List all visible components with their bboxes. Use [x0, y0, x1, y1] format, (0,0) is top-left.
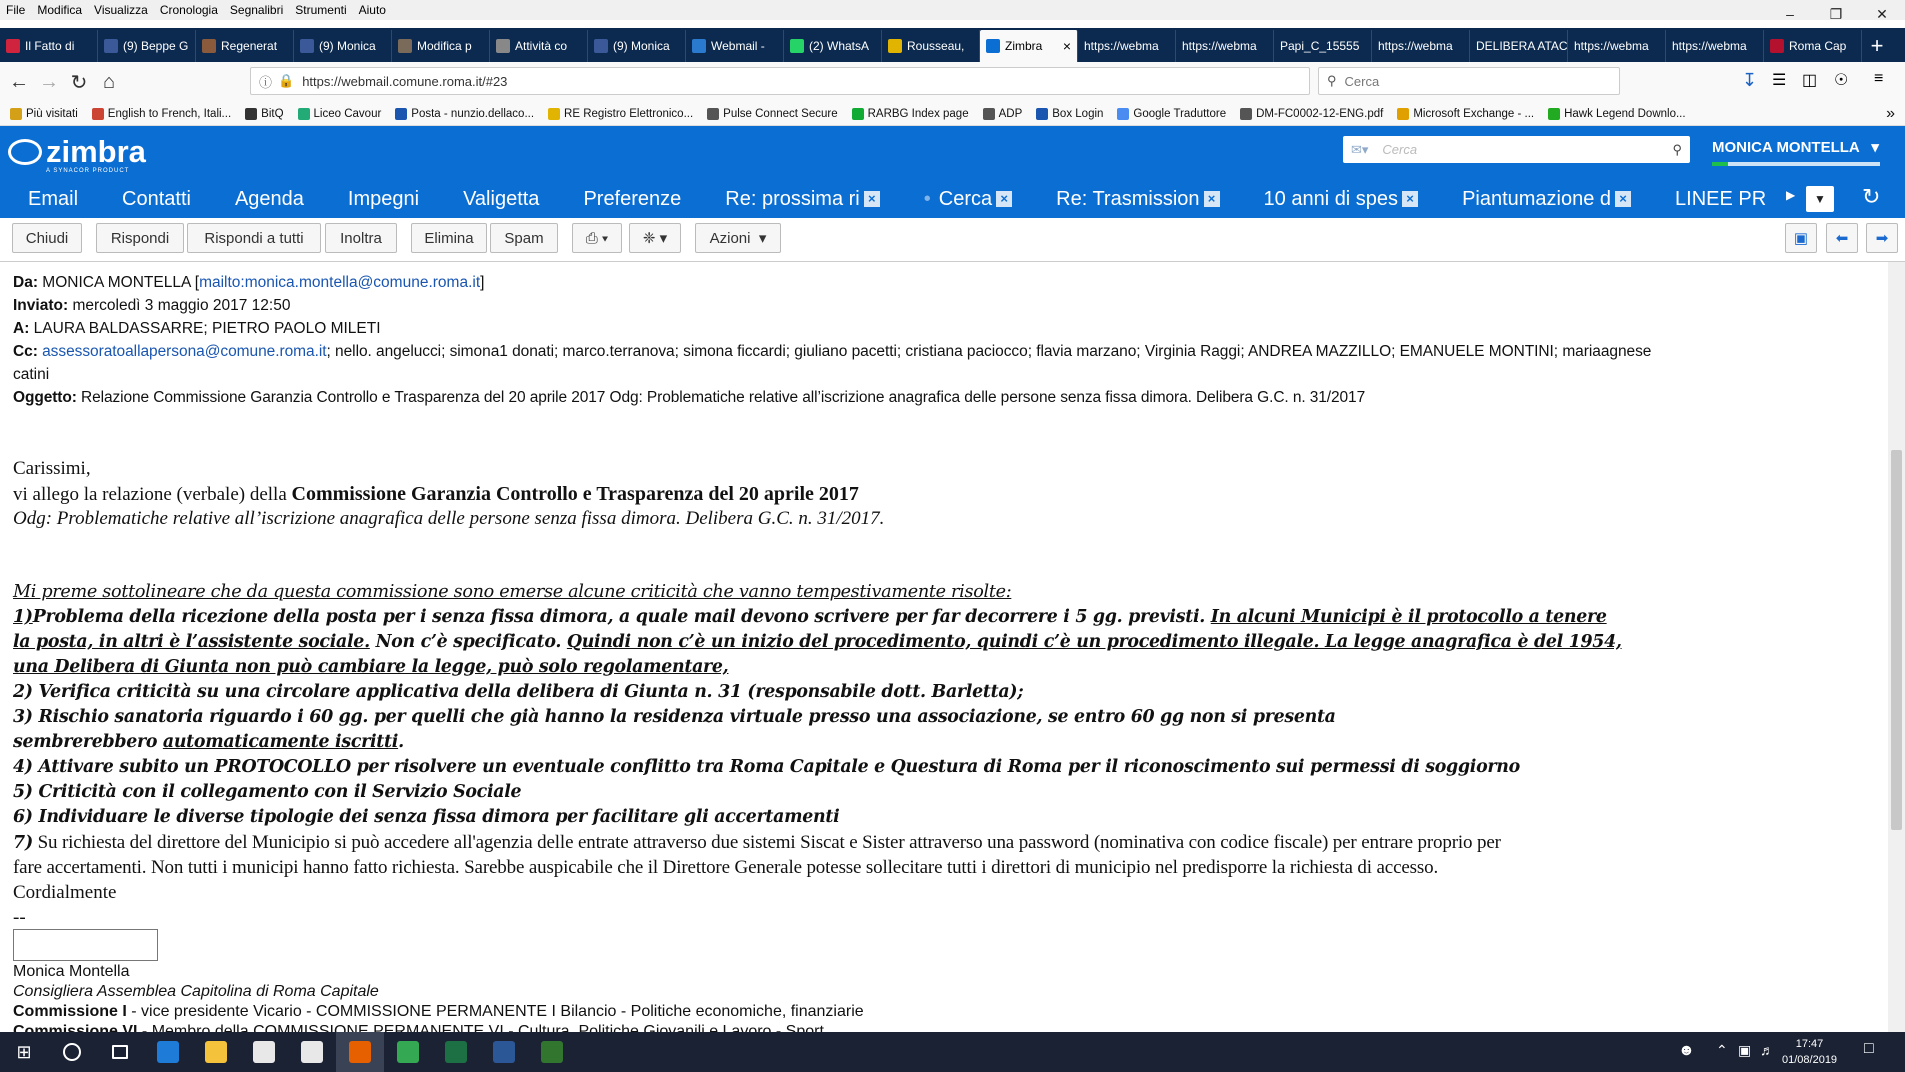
windows-logo-icon: ⊞: [16, 1041, 32, 1062]
app-tab-8[interactable]: [1028, 188, 1235, 211]
cortana-icon: [63, 1043, 81, 1061]
reply-all-button[interactable]: Rispondi a tutti: [187, 223, 321, 253]
bookmark-icon: [1548, 108, 1560, 120]
store-icon: [253, 1041, 275, 1063]
p1-number: 1): [13, 607, 33, 627]
bookmark-icon: [92, 108, 104, 120]
start-button[interactable]: [0, 1032, 48, 1072]
bookmark-icon: [245, 108, 257, 120]
header-from: [13, 274, 484, 292]
info-icon[interactable]: ⓘ: [259, 74, 273, 90]
tab-label: https://webma: [1378, 39, 1453, 53]
bookmark-item[interactable]: [395, 108, 534, 120]
windows-taskbar: [0, 1032, 1905, 1072]
point-1-line-3: [13, 657, 728, 677]
tag-icon: ❈ ▾: [642, 230, 668, 247]
bookmark-icon: [548, 108, 560, 120]
user-menu[interactable]: [1712, 138, 1879, 156]
sent-label: Inviato:: [13, 297, 69, 314]
bookmark-label: Più visitati: [26, 107, 78, 120]
app-tab-3[interactable]: [320, 188, 435, 211]
delete-button[interactable]: Elimina: [411, 223, 487, 253]
point-6: 6) Individuare le diverse tipologie dei senza fissa dimora per facilitare gli accertamenti: [13, 807, 840, 827]
browser-tab[interactable]: [1274, 30, 1372, 62]
p3-d: .: [398, 732, 404, 752]
close-tab-icon[interactable]: ×: [864, 191, 880, 207]
file-explorer-icon: [205, 1041, 227, 1063]
app-tab-0[interactable]: [0, 188, 94, 211]
tab-label: (9) Beppe G: [123, 39, 189, 53]
bookmarks-toolbar: [0, 102, 1905, 126]
taskbar-app[interactable]: [192, 1032, 240, 1072]
tab-label: Zimbra: [1005, 39, 1043, 53]
zimbra-header: [0, 126, 1905, 180]
tab-label: Attività co: [515, 39, 568, 53]
browser-search-placeholder: Cerca: [1344, 73, 1380, 89]
menu-modifica[interactable]: Modifica: [37, 3, 83, 17]
taskbar-app[interactable]: [384, 1032, 432, 1072]
from-label: Da:: [13, 274, 38, 291]
search-tab-icon: •: [923, 187, 931, 210]
header-cc-cont: catini: [13, 366, 50, 383]
library-icon[interactable]: ☰: [1772, 72, 1787, 89]
scrollbar-thumb[interactable]: [1891, 450, 1902, 830]
mail-icon: [301, 1041, 323, 1063]
p7-number: 7): [13, 833, 34, 853]
bookmark-item[interactable]: [245, 108, 283, 120]
greeting: Carissimi,: [13, 458, 91, 479]
app-tab-5[interactable]: [555, 188, 697, 211]
app-tab-label: Cerca: [938, 187, 993, 210]
browser-menubar: [0, 0, 1905, 20]
point-1-line-2: [13, 632, 1622, 652]
emphasis-text: Mi preme sottolineare che da questa commissione sono emerse alcune criticità che vanno tempestivamente risolte:: [13, 582, 1012, 602]
signature-commission-1: [13, 1003, 864, 1021]
bookmark-icon: [707, 108, 719, 120]
browser-navbar: [0, 62, 1905, 102]
tab-label: Il Fatto di: [25, 39, 75, 53]
app-tab-4[interactable]: [435, 188, 555, 211]
reload-icon[interactable]: ↻: [70, 71, 88, 94]
subject-value: Relazione Commissione Garanzia Controllo e Trasparenza del 20 aprile 2017 Odg: Problematiche relative all’iscrizione anagrafica delle persone senza fissa dimora. Delibera G.C. n. 31/2017: [81, 389, 1366, 406]
close-tab-icon[interactable]: ×: [1615, 191, 1631, 207]
zimbra-search-placeholder: Cerca: [1382, 142, 1418, 157]
app-tab-2[interactable]: [207, 188, 320, 211]
zimbra-search-input[interactable]: [1343, 136, 1690, 163]
tab-favicon-icon: [104, 39, 118, 53]
excel-icon: [445, 1041, 467, 1063]
refresh-icon[interactable]: ↻: [1862, 184, 1881, 209]
signature-separator: --: [13, 907, 26, 928]
close-tab-icon[interactable]: ×: [1062, 38, 1071, 54]
app-tab-label: Contatti: [122, 187, 191, 210]
tab-menu-dropdown[interactable]: ▼: [1806, 186, 1834, 212]
user-name: MONICA MONTELLA: [1712, 139, 1860, 156]
bookmark-label: DM-FC0002-12-ENG.pdf: [1256, 107, 1384, 120]
home-icon[interactable]: ⌂: [102, 70, 116, 93]
point-7-line-1: [13, 832, 1501, 854]
chevron-down-icon: ▾: [758, 230, 767, 247]
menu-strumenti[interactable]: Strumenti: [295, 3, 347, 17]
p1-f: una Delibera di Giunta non può cambiare la legge, può solo regolamentare,: [13, 657, 729, 677]
taskbar-app[interactable]: [144, 1032, 192, 1072]
bookmark-icon: [983, 108, 995, 120]
taskbar-app[interactable]: [288, 1032, 336, 1072]
bookmark-item[interactable]: [983, 108, 1023, 120]
next-message-button[interactable]: [1866, 223, 1898, 253]
restore-icon[interactable]: ❐: [1829, 6, 1843, 22]
bookmark-icon: [852, 108, 864, 120]
network-icon[interactable]: ▣: [1738, 1042, 1752, 1058]
app-tab-label: Agenda: [234, 187, 304, 210]
minimize-icon[interactable]: –: [1786, 6, 1794, 22]
emphasis: [13, 582, 1011, 602]
browser-tab[interactable]: [1470, 30, 1568, 62]
p1-a: Problema della ricezione della posta per i senza fissa dimora, a quale mail devono scrivere per far decorrere i 5 gg. previsti.: [32, 607, 1211, 627]
bookmark-item[interactable]: [1548, 108, 1685, 120]
bookmark-item[interactable]: [1240, 108, 1383, 120]
tab-overflow-icon[interactable]: ▶: [1786, 188, 1796, 202]
to-label: A:: [13, 320, 30, 337]
p7-a: Su richiesta del direttore del Municipio si può accedere all'agenzia delle entrate attraverso due sistemi Siscat e Sister attraverso una password (nominativa con codice fiscale) per entrare proprio per: [33, 832, 1501, 853]
project-icon: [541, 1041, 563, 1063]
tab-label: (9) Monica: [613, 39, 670, 53]
app-tab-label: Piantumazione d: [1462, 187, 1612, 210]
cc-email-link[interactable]: assessoratoallapersona@comune.roma.it: [42, 343, 327, 360]
actions-button[interactable]: [695, 223, 781, 253]
close-tab-icon[interactable]: ×: [1204, 191, 1220, 207]
intro-text: vi allego la relazione (verbale) della: [13, 484, 292, 505]
bookmark-item[interactable]: [1117, 108, 1226, 120]
tab-label: Papi_C_15555: [1280, 39, 1360, 53]
people-icon[interactable]: ☻: [1678, 1042, 1695, 1059]
lock-icon: 🔒: [278, 73, 295, 88]
app-tab-label: Impegni: [347, 187, 420, 210]
browser-tab[interactable]: [490, 30, 588, 62]
task-view-icon: [112, 1045, 128, 1059]
point-4: 4) Attivare subito un PROTOCOLLO per risolvere un eventuale conflitto tra Roma Capitale e Questura di Roma per il riconoscimento sui permessi di soggiorno: [13, 757, 1520, 777]
forward-arrow-icon[interactable]: →: [39, 70, 59, 93]
bookmark-icon: [1036, 108, 1048, 120]
browser-tab[interactable]: [686, 30, 784, 62]
bookmark-label: BitQ: [261, 107, 284, 120]
sig-c1-name: Commissione I: [13, 1003, 127, 1020]
point-5: 5) Criticità con il collegamento con il Servizio Sociale: [13, 782, 522, 802]
app-tab-11[interactable]: [1647, 187, 1767, 211]
bookmark-label: Google Traduttore: [1133, 107, 1227, 120]
taskbar-apps: [48, 1032, 576, 1072]
chevron-down-icon: ▾: [1871, 139, 1879, 156]
message-toolbar: [0, 218, 1905, 262]
app-tab-label: LINEE PR: [1675, 187, 1767, 210]
taskbar-app[interactable]: [528, 1032, 576, 1072]
bookmark-icon: [10, 108, 22, 120]
tab-label: Roma Cap: [1789, 39, 1847, 53]
printer-icon: ⎙ ▾: [585, 229, 609, 247]
bookmark-label: RARBG Index page: [867, 107, 969, 120]
mail-type-icon[interactable]: ✉▾: [1351, 141, 1369, 157]
point-7-line-2: fare accertamenti. Non tutti i municipi hanno fatto richiesta. Sarebbe auspicabile che il Direttore Generale potesse sollecitare tutti i direttori di municipio nel predisporre la richiesta di accesso.: [13, 857, 1439, 878]
tab-label: Rousseau,: [907, 39, 965, 53]
tab-favicon-icon: [300, 39, 314, 53]
taskbar-app[interactable]: [432, 1032, 480, 1072]
tray-chevron-icon[interactable]: ⌃: [1716, 1042, 1728, 1058]
previous-message-button[interactable]: [1826, 223, 1858, 253]
bookmark-item[interactable]: [852, 108, 969, 120]
window-controls: [1767, 0, 1905, 28]
menu-aiuto[interactable]: Aiuto: [358, 3, 386, 17]
bookmark-icon: [1240, 108, 1252, 120]
signature-name: Monica Montella: [13, 963, 130, 980]
from-end: ]: [480, 274, 485, 291]
close-window-icon[interactable]: ✕: [1876, 6, 1888, 22]
bookmark-label: Liceo Cavour: [313, 107, 382, 120]
tab-favicon-icon: [692, 39, 706, 53]
browser-tab[interactable]: [882, 30, 980, 62]
tab-favicon-icon: [6, 39, 20, 53]
close-tab-icon[interactable]: ×: [1402, 191, 1418, 207]
taskbar-app[interactable]: [96, 1032, 144, 1072]
actions-label: Azioni: [709, 229, 751, 247]
app-tab-9[interactable]: [1236, 188, 1435, 211]
back-arrow-icon[interactable]: ←: [9, 70, 29, 93]
bookmark-label: Hawk Legend Downlo...: [1564, 107, 1686, 120]
tab-favicon-icon: [398, 39, 412, 53]
bookmark-item[interactable]: [1397, 108, 1534, 120]
app-tab-label: Re: prossima ri: [725, 187, 860, 210]
browser-tab[interactable]: [1078, 30, 1176, 62]
clock-time: 17:47: [1795, 1038, 1824, 1050]
tab-label: (2) WhatsA: [809, 39, 870, 53]
tab-label: Modifica p: [417, 39, 472, 53]
tab-label: (9) Monica: [319, 39, 376, 53]
app-tab-label: Re: Trasmission: [1056, 187, 1200, 210]
intro: [13, 483, 859, 506]
browser-tab[interactable]: [1568, 30, 1666, 62]
tab-label: DELIBERA ATAC: [1476, 39, 1568, 53]
notifications-icon[interactable]: □: [1864, 1040, 1874, 1057]
bookmark-icon: [1397, 108, 1409, 120]
browser-tab[interactable]: [294, 30, 392, 62]
firefox-icon: [349, 1041, 371, 1063]
menu-segnalibri[interactable]: Segnalibri: [229, 3, 284, 17]
signature-image-placeholder: [13, 929, 158, 961]
app-tab-7[interactable]: [896, 188, 1028, 211]
zimbra-logo-subtitle: A SYNACOR PRODUCT: [46, 168, 130, 174]
app-tab-label: Email: [28, 187, 79, 210]
browser-tab[interactable]: [588, 30, 686, 62]
p1-b: In alcuni Municipi è il protocollo a tenere: [1210, 607, 1607, 627]
browser-tab[interactable]: [1764, 30, 1862, 62]
browser-tab[interactable]: [1176, 30, 1274, 62]
tab-favicon-icon: [888, 39, 902, 53]
bookmark-label: Box Login: [1052, 107, 1104, 120]
bookmark-icon: [1117, 108, 1129, 120]
tab-label: https://webma: [1182, 39, 1257, 53]
intro-commission: Commissione Garanzia Controllo e Trasparenza del 20 aprile 2017: [291, 483, 859, 505]
word-icon: [493, 1041, 515, 1063]
p1-e: Quindi non c’è un inizio del procedimento, quindi c’è un procedimento illegale. La legge anagrafica è del 1954,: [566, 632, 1622, 652]
print-button[interactable]: [572, 223, 622, 253]
browser-tab[interactable]: [392, 30, 490, 62]
url-text: https://webmail.comune.roma.it/#23: [302, 73, 508, 89]
browser-tab[interactable]: [0, 30, 98, 62]
arrow-right-icon: ➡: [1875, 230, 1889, 247]
from-email-link[interactable]: mailto:monica.montella@comune.roma.it: [199, 274, 481, 291]
bookmark-item[interactable]: [548, 108, 693, 120]
edge-icon: [157, 1041, 179, 1063]
taskbar-clock[interactable]: [1782, 1036, 1837, 1068]
bookmark-label: Pulse Connect Secure: [723, 107, 838, 120]
bookmark-label: Microsoft Exchange - ...: [1413, 107, 1535, 120]
point-1-line-1: [13, 607, 1607, 627]
browser-tab[interactable]: [196, 30, 294, 62]
tab-favicon-icon: [1770, 39, 1784, 53]
taskbar-app[interactable]: [48, 1032, 96, 1072]
new-window-button[interactable]: [1785, 223, 1817, 253]
tag-button[interactable]: [629, 223, 681, 253]
bookmark-label: English to French, Itali...: [107, 107, 232, 120]
volume-icon[interactable]: ♬: [1760, 1042, 1774, 1058]
app-tab-1[interactable]: [94, 188, 207, 211]
menu-cronologia[interactable]: Cronologia: [159, 3, 218, 17]
app-tab-label: 10 anni di spes: [1263, 187, 1399, 210]
header-subject: [13, 389, 1365, 407]
tab-label: https://webma: [1574, 39, 1649, 53]
point-3-line-2: [13, 732, 404, 752]
tab-label: https://webma: [1672, 39, 1747, 53]
tab-label: Webmail -: [711, 39, 765, 53]
point-2: 2) Verifica criticità su una circolare applicativa della delibera di Giunta n. 31 (responsabile dott. Barletta);: [13, 682, 1024, 702]
from-name: MONICA MONTELLA [: [42, 274, 200, 291]
tab-favicon-icon: [202, 39, 216, 53]
taskbar-app[interactable]: [480, 1032, 528, 1072]
bookmark-item[interactable]: [298, 108, 382, 120]
bookmark-item[interactable]: [707, 108, 837, 120]
download-icon[interactable]: ↧: [1742, 70, 1758, 90]
browser-tab[interactable]: [98, 30, 196, 62]
account-icon[interactable]: ☉: [1834, 72, 1849, 89]
header-cc: [13, 343, 1651, 361]
browser-tab[interactable]: [1372, 30, 1470, 62]
message-body: [0, 262, 1888, 1032]
forward-button[interactable]: Inoltra: [325, 223, 397, 253]
search-icon: ⚲: [1327, 73, 1337, 88]
browser-tab-active[interactable]: [980, 30, 1078, 62]
header-sent: [13, 297, 290, 315]
header-to: [13, 320, 381, 338]
quota-bar-fill: [1712, 162, 1728, 166]
browser-tab[interactable]: [1666, 30, 1764, 62]
bookmark-item[interactable]: [10, 108, 78, 120]
odg: Odg: Problematiche relative all’iscrizione anagrafica delle persone senza fissa dimora. Delibera G.C. n. 31/2017.: [13, 508, 885, 529]
clock-date: 01/08/2019: [1782, 1054, 1838, 1066]
p3-c: automaticamente iscritti: [162, 732, 399, 752]
app-tab-label: Preferenze: [583, 187, 682, 210]
closing: Cordialmente: [13, 882, 117, 903]
zimbra-logo[interactable]: [8, 134, 146, 174]
close-tab-icon[interactable]: ×: [996, 191, 1012, 207]
bookmark-icon: [395, 108, 407, 120]
bookmark-label: Posta - nunzio.dellaco...: [411, 107, 535, 120]
app-tab-10[interactable]: [1434, 188, 1647, 211]
reply-button[interactable]: Rispondi: [96, 223, 184, 253]
tab-label: https://webma: [1084, 39, 1159, 53]
taskbar-app[interactable]: [240, 1032, 288, 1072]
tab-favicon-icon: [986, 39, 1000, 53]
subject-label: Oggetto:: [13, 389, 77, 406]
new-tab-icon[interactable]: +: [1870, 33, 1884, 58]
zimbra-logo-icon: [8, 139, 42, 165]
tab-favicon-icon: [790, 39, 804, 53]
chrome-icon: [397, 1041, 419, 1063]
p1-c: la posta, in altri è l’assistente sociale.: [13, 632, 370, 652]
p1-d: Non c’è specificato.: [369, 632, 567, 652]
url-bar[interactable]: [250, 67, 1310, 95]
browser-tab[interactable]: [784, 30, 882, 62]
new-window-icon: ▣: [1793, 230, 1809, 247]
app-tab-label: Valigetta: [463, 187, 540, 210]
close-button[interactable]: Chiudi: [12, 223, 82, 253]
bookmark-item[interactable]: [1036, 108, 1103, 120]
bookmark-label: ADP: [998, 107, 1023, 120]
bookmark-item[interactable]: [92, 108, 231, 120]
browser-tab-strip: [0, 28, 1905, 62]
zimbra-search-icon[interactable]: ⚲: [1672, 141, 1682, 157]
bookmark-label: RE Registro Elettronico...: [564, 107, 694, 120]
taskbar-app[interactable]: [336, 1032, 384, 1072]
app-tab-6[interactable]: [697, 188, 895, 211]
sig-c1-desc: - vice presidente Vicario - COMMISSIONE PERMANENTE I Bilancio - Politiche economiche, finanziarie: [126, 1003, 864, 1020]
cc-label: Cc:: [13, 343, 38, 360]
browser-search-input[interactable]: [1318, 67, 1620, 95]
p3-b: sembrerebbero: [13, 732, 163, 752]
bookmarks-overflow-icon[interactable]: »: [1886, 104, 1895, 122]
sidebar-icon[interactable]: ◫: [1802, 72, 1818, 89]
menu-file[interactable]: File: [6, 3, 26, 17]
zimbra-logo-text: zimbra: [46, 134, 146, 169]
tab-favicon-icon: [496, 39, 510, 53]
quota-bar: [1712, 162, 1880, 166]
spam-button[interactable]: Spam: [490, 223, 558, 253]
hamburger-menu-icon[interactable]: ≡: [1874, 70, 1884, 87]
menu-visualizza[interactable]: Visualizza: [94, 3, 148, 17]
point-3-line-1: 3) Rischio sanatoria riguardo i 60 gg. per quelli che già hanno la residenza virtuale presso una associazione, se entro 60 gg non si presenta: [13, 707, 1336, 727]
zimbra-app-tabs: [0, 180, 1905, 218]
tab-favicon-icon: [594, 39, 608, 53]
bookmark-icon: [298, 108, 310, 120]
tab-label: Regenerat: [221, 39, 278, 53]
signature-role: Consigliera Assemblea Capitolina di Roma Capitale: [13, 983, 379, 1000]
cc-value: ; nello. angelucci; simona1 donati; marco.terranova; simona ficcardi; giuliano pacetti; cristiana paciocco; flavia marzano; Virginia Raggi; ANDREA MAZZILLO; EMANUELE MONTINI; mariaagnese: [326, 343, 1652, 360]
to-value: LAURA BALDASSARRE; PIETRO PAOLO MILETI: [33, 320, 381, 337]
arrow-left-icon: ⬅: [1835, 230, 1849, 247]
sent-value: mercoledì 3 maggio 2017 12:50: [72, 297, 291, 314]
